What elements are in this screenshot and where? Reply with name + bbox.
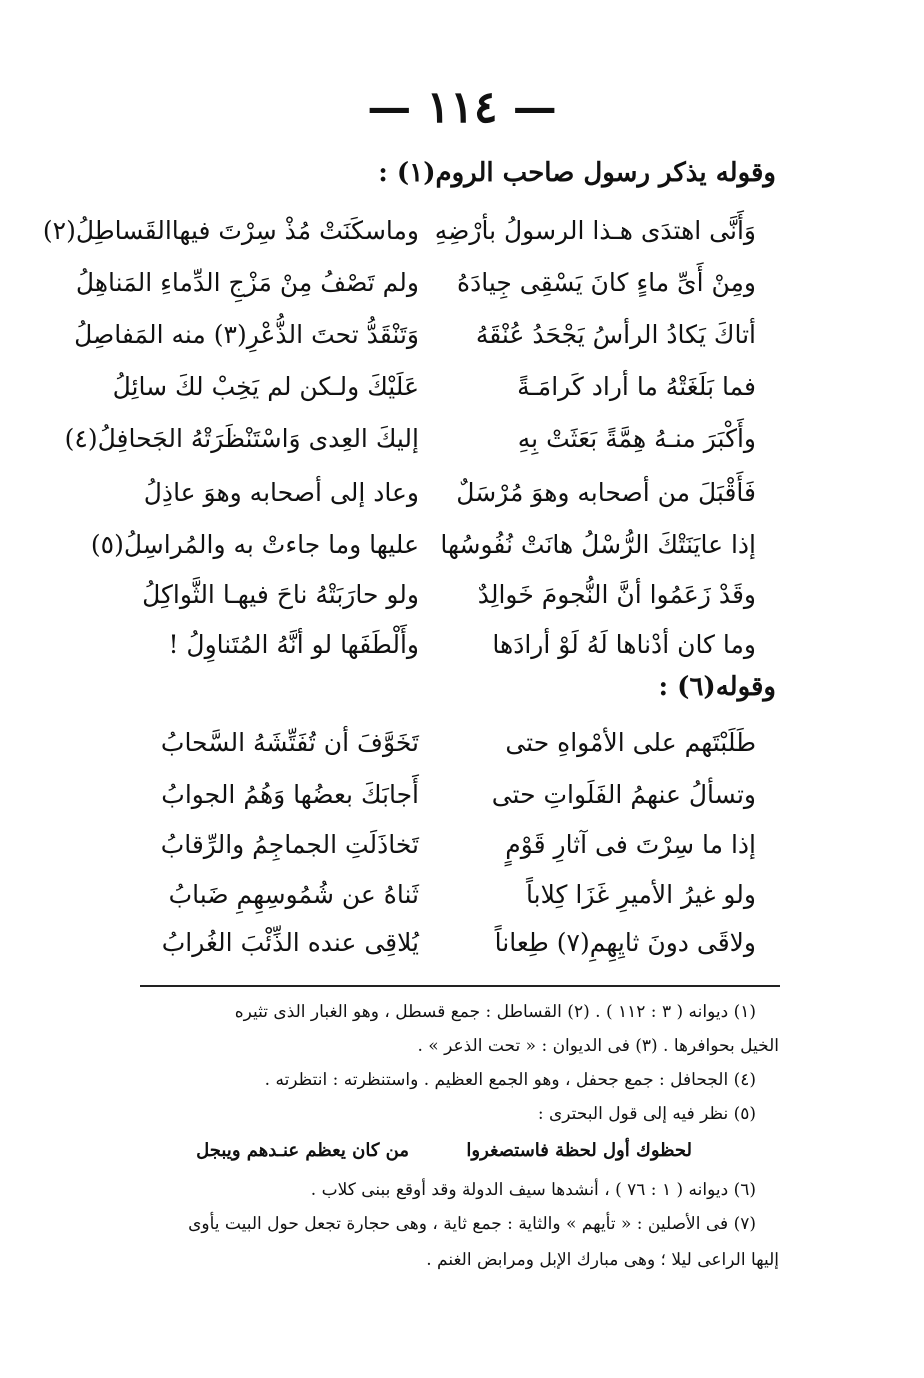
verse-line <box>0 474 924 524</box>
verse-line <box>0 526 924 576</box>
verse-first-hemistich: ولو غيرُ الأميرِ غَزَا كِلاباً <box>526 880 756 909</box>
verse-first-hemistich: فَأَقْبَلَ من أصحابه وهوَ مُرْسَلٌ <box>456 478 756 507</box>
verse-line <box>0 212 924 262</box>
verse-line <box>0 264 924 314</box>
page-number: — ١١٤ — <box>367 82 557 133</box>
footnote-2-3: الخيل بحوافرها . (٣) فى الديوان : « تحت الذعر » . <box>417 1036 779 1056</box>
verse-second-hemistich: وأَلْطَفَها لو أنَّهُ المُتَناوِلُ ! <box>168 630 419 659</box>
verse-second-hemistich: ولم تَصْفُ مِنْ مَزْجِ الدِّماءِ المَناهِلُ <box>75 268 419 297</box>
section-1-intro: وقوله يذكر رسول صاحب الروم(١) : <box>378 158 776 188</box>
verse-first-hemistich: فما بَلَغَتْهُ ما أراد كَرامَـةً <box>517 372 756 401</box>
verse-second-hemistich: عَلَيْكَ ولـكن لم يَخِبْ لكَ سائِلُ <box>112 372 419 401</box>
verse-line <box>0 420 924 470</box>
verse-line <box>0 876 924 926</box>
verse-second-hemistich: إليكَ العِدى وَاسْتَنْظَرَتْهُ الجَحافِلُ(٤) <box>64 424 419 453</box>
verse-first-hemistich: طَلَبْتَهم على الأمْواهِ حتى <box>505 728 756 757</box>
footnote-divider <box>140 985 780 987</box>
verse-first-hemistich: إذا ما سِرْتَ فى آثارِ قَوْمٍ <box>505 830 756 859</box>
verse-first-hemistich: إذا عايَنَتْكَ الرُّسْلُ هانَتْ نُفُوسُها <box>440 530 756 559</box>
verse-second-hemistich: وعاد إلى أصحابه وهوَ عاذِلُ <box>143 478 419 507</box>
verse-first-hemistich: وأَكْبَرَ منـهُ هِمَّةً بَعَثَتْ بِهِ <box>517 424 756 453</box>
verse-second-hemistich: تَخاذَلَتِ الجماجِمُ والرِّقابُ <box>160 830 419 859</box>
verse-second-hemistich: عليها وما جاءتْ به والمُراسِلُ(٥) <box>90 530 419 559</box>
verse-second-hemistich: تَخَوَّفَ أن تُفَتِّشَهُ السَّحابُ <box>160 728 419 757</box>
footnote-4: (٤) الجحافل : جمع جحفل ، وهو الجمع العظيم . واستنظرته : انتظرته . <box>264 1070 756 1090</box>
footnote-verse-second: من كان يعظم عنـدهم ويبجل <box>196 1140 409 1161</box>
verse-line <box>0 826 924 876</box>
verse-line <box>0 368 924 418</box>
footnote-6: (٦) ديوانه ( ١ : ٧٦ ) ، أنشدها سيف الدولة وقد أوقع ببنى كلاب . <box>310 1180 756 1200</box>
verse-first-hemistich: ولاقَى دونَ ثايِهِمِ(٧) طِعاناً <box>494 928 756 957</box>
verse-second-hemistich: ثَناهُ عن شُمُوسِهِمِ ضَبابُ <box>168 880 419 909</box>
verse-line <box>0 724 924 774</box>
verse-second-hemistich: يُلاقِى عنده الذِّئْبَ الغُرابُ <box>161 928 419 957</box>
verse-first-hemistich: وما كان أدْناها لَهُ لَوْ أرادَها <box>492 630 756 659</box>
verse-line <box>0 626 924 676</box>
verse-line <box>0 924 924 974</box>
verse-first-hemistich: وتسألُ عنهمُ الفَلَواتِ حتى <box>491 780 756 809</box>
footnote-verse-first: لحظوك أول لحظة فاستصغروا <box>466 1140 692 1161</box>
section-2-intro: وقوله(٦) : <box>658 672 776 702</box>
verse-second-hemistich: ولو حارَبَتْهُ ناحَ فيهـا الثَّواكِلُ <box>142 580 419 609</box>
verse-second-hemistich: وماسكَنَتْ مُذْ سِرْتَ فيهاالقَساطِلُ(٢) <box>42 216 419 245</box>
verse-first-hemistich: وَأَنَّى اهتدَى هـذا الرسولُ بأرْضِهِ <box>434 216 756 245</box>
verse-second-hemistich: وَتَنْقَدُّ تحتَ الذُّعْرِ(٣) منه المَفاصِلُ <box>74 320 419 349</box>
verse-line <box>0 576 924 626</box>
footnote-5-verse <box>0 1140 924 1170</box>
verse-second-hemistich: أَجابَكَ بعضُها وَهُمُ الجوابُ <box>161 780 419 809</box>
verse-line <box>0 316 924 366</box>
footnote-1-2: (١) ديوانه ( ٣ : ١١٢ ) . (٢) القساطل : جمع قسطل ، وهو الغبار الذى تثيره <box>234 1002 756 1022</box>
verse-first-hemistich: وقَدْ زَعَمُوا أنَّ النُّجومَ خَوالِدٌ <box>477 580 756 609</box>
footnote-7-continued: إليها الراعى ليلا ؛ وهى مبارك الإبل ومرابض الغنم . <box>426 1250 779 1270</box>
verse-line <box>0 776 924 826</box>
verse-first-hemistich: ومِنْ أَىِّ ماءٍ كانَ يَسْقِى جِيادَهُ <box>457 268 756 297</box>
verse-first-hemistich: أتاكَ يَكادُ الرأسُ يَجْحَدُ عُنْقَهُ <box>475 320 756 349</box>
footnote-5: (٥) نظر فيه إلى قول البحترى : <box>537 1104 756 1124</box>
footnote-7: (٧) فى الأصلين : « تأيهم » والثاية : جمع ثاية ، وهى حجارة تجعل حول البيت يأوى <box>188 1214 756 1234</box>
